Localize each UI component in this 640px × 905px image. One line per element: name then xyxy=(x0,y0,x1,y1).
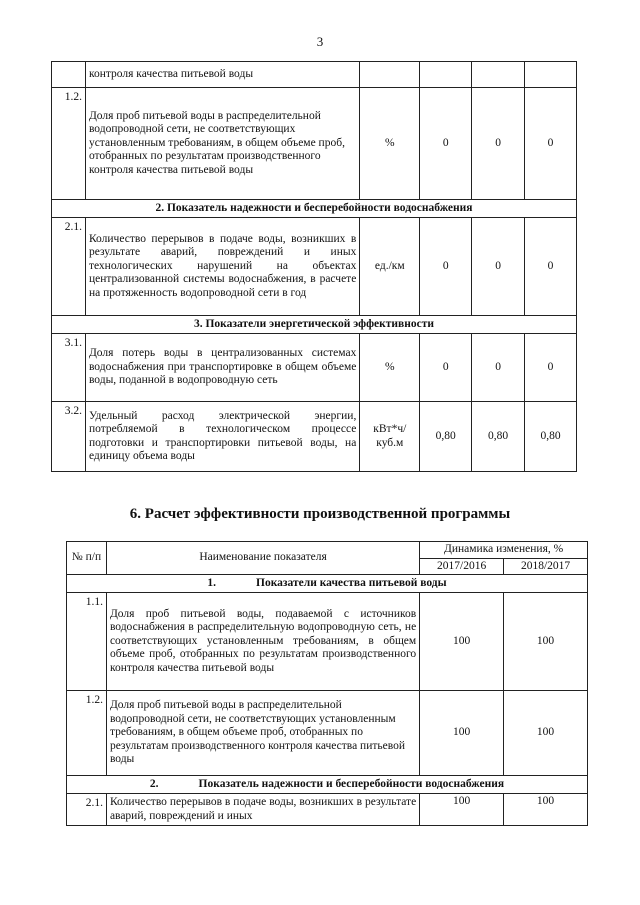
name-cell: Доля проб питьевой воды в распределительной водопроводной сети, не соответствующих установленным требованиям, в общем объеме проб, отобранных по результатам производственного контроля качества питьевой воды xyxy=(85,88,359,200)
unit-cell: % xyxy=(360,334,420,402)
section-title xyxy=(67,776,588,794)
num-cell: 2.1. xyxy=(52,218,86,316)
name-cell: Количество перерывов в подаче воды, возникших в результате аварий, повреждений и иных технологических нарушений на объектах централизованной системы водоснабжения, в расчете на протяженность водопроводной сети в год xyxy=(85,218,359,316)
value-cell: 0,80 xyxy=(472,402,525,472)
num-cell xyxy=(52,62,86,88)
value-cell xyxy=(525,62,577,88)
table-row xyxy=(52,88,577,200)
value-cell: 100 xyxy=(420,691,504,776)
table-row xyxy=(67,691,588,776)
num-header: № п/п xyxy=(67,542,107,575)
value-cell: 0 xyxy=(420,88,472,200)
value-cell: 0 xyxy=(525,218,577,316)
section-title: 3. Показатели энергетической эффективности xyxy=(52,316,577,334)
num-cell: 1.1. xyxy=(67,593,107,691)
name-header: Наименование показателя xyxy=(106,542,419,575)
num-cell: 2.1. xyxy=(67,794,107,826)
indicators-table xyxy=(51,61,577,472)
value-cell: 0 xyxy=(472,88,525,200)
name-cell: Доля проб питьевой воды, подаваемой с источников водоснабжения в распределительную водопроводную сеть, не соответствующих установленным требованиям, в общем объеме проб, отобранных по результатам производственного контроля качества питьевой воды xyxy=(106,593,419,691)
name-cell: Количество перерывов в подаче воды, возникших в результате аварий, повреждений и иных xyxy=(106,794,419,826)
name-cell: контроля качества питьевой воды xyxy=(85,62,359,88)
value-cell: 100 xyxy=(504,593,588,691)
section-title: 2. Показатель надежности и бесперебойности водоснабжения xyxy=(52,200,577,218)
table-row xyxy=(52,334,577,402)
section-number: 2. xyxy=(149,777,159,790)
unit-cell: кВт*ч/ куб.м xyxy=(360,402,420,472)
year-header: 2017/2016 xyxy=(420,558,504,575)
value-cell: 0,80 xyxy=(420,402,472,472)
unit-cell xyxy=(360,62,420,88)
name-cell: Доля потерь воды в централизованных системах водоснабжения при транспортировке в общем объеме воды, поданной в водопроводную сеть xyxy=(85,334,359,402)
value-cell: 0 xyxy=(472,334,525,402)
value-cell: 0 xyxy=(525,334,577,402)
section-row xyxy=(67,776,588,794)
value-cell: 100 xyxy=(420,593,504,691)
unit-cell: % xyxy=(360,88,420,200)
value-cell xyxy=(420,62,472,88)
table-row xyxy=(52,402,577,472)
value-cell: 0 xyxy=(420,334,472,402)
table-row xyxy=(52,62,577,88)
section-row xyxy=(67,575,588,593)
section-heading: 6. Расчет эффективности производственной программы xyxy=(129,506,511,522)
section-label: Показатель надежности и бесперебойности водоснабжения xyxy=(198,777,505,790)
name-cell: Удельный расход электрической энергии, потребляемой в технологическом процессе подготовки и транспортировки питьевой воды, на единицу объема воды xyxy=(85,402,359,472)
header-row xyxy=(67,542,588,559)
value-cell: 0 xyxy=(420,218,472,316)
table-row xyxy=(67,593,588,691)
value-cell: 0 xyxy=(472,218,525,316)
section-title xyxy=(67,575,588,593)
num-cell: 1.2. xyxy=(67,691,107,776)
num-cell: 1.2. xyxy=(52,88,86,200)
value-cell: 100 xyxy=(504,691,588,776)
year-header: 2018/2017 xyxy=(504,558,588,575)
num-cell: 3.2. xyxy=(52,402,86,472)
section-row xyxy=(52,200,577,218)
value-cell xyxy=(472,62,525,88)
value-cell: 0 xyxy=(525,88,577,200)
dynamics-header: Динамика изменения, % xyxy=(420,542,588,559)
unit-cell: ед./км xyxy=(360,218,420,316)
table-row xyxy=(67,794,588,826)
value-cell: 0,80 xyxy=(525,402,577,472)
value-cell: 100 xyxy=(504,794,588,826)
num-cell: 3.1. xyxy=(52,334,86,402)
efficiency-table xyxy=(66,541,588,826)
section-row xyxy=(52,316,577,334)
table-row xyxy=(52,218,577,316)
section-number: 1. xyxy=(207,576,217,589)
section-label: Показатели качества питьевой воды xyxy=(256,576,447,589)
value-cell: 100 xyxy=(420,794,504,826)
page-number: 3 xyxy=(316,34,324,49)
name-cell: Доля проб питьевой воды в распределительной водопроводной сети, не соответствующих установленным требованиям, в общем объеме проб, отобранных по результатам производственного контроля качества питьевой воды xyxy=(106,691,419,776)
